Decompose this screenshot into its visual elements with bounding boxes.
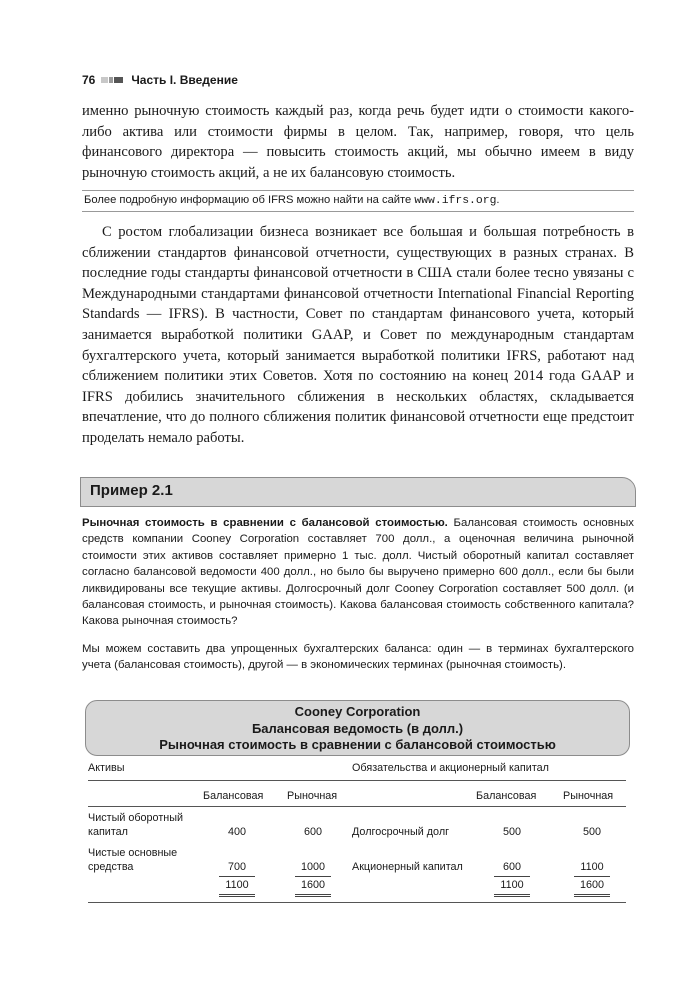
asset-label: Чистые основные средства [88, 847, 178, 873]
chapter-title: Часть I. Введение [131, 73, 238, 87]
assets-col-book: Балансовая [203, 790, 264, 802]
subtotal-rule [574, 876, 610, 877]
table-rule [88, 806, 626, 807]
asset-total-book: 1100 [225, 879, 249, 891]
liability-book-value: 500 [502, 826, 521, 838]
liab-col-market: Рыночная [563, 790, 614, 802]
total-double-rule [574, 894, 610, 897]
example-body: Балансовая стоимость основных средств компании Cooney Corporation составляет 700 долл., а оценочная величина рыночной стоимости этих активов составляет примерно 1 тыс. долл. Чистый оборотный капитал составляет согласно балансовой ведомости 400 долл., но было бы выручено примерно 600 долл., если бы были ликвидированы все текущие активы. Долгосрочный долг Cooney Corporation составляет 500 долл. (и балансовая стоимость, и рыночная стоимость). Какова балансовая стоимость собственного капитала? Какова рыночная стоимость? [82, 517, 634, 628]
liab-col-book: Балансовая [476, 790, 537, 802]
asset-label: Чистый оборотный капитал [88, 812, 184, 838]
paragraph-continuation: именно рыночную стоимость каждый раз, когда речь будет идти о стоимости какого-либо актива или стоимости фирмы в целом. Так, например, говоря, что цель финансового директора — повысить стоимость акций, мы обычно имеем в виду рыночную стоимость акций, а не их балансовую стоимость. [82, 103, 634, 181]
liability-total-market: 1600 [579, 879, 605, 891]
asset-book-value: 700 [227, 861, 246, 873]
asset-market-value: 1000 [300, 861, 326, 873]
asset-book-value: 400 [227, 826, 246, 838]
liabilities-header: Обязательства и акционерный капитал [352, 762, 549, 774]
company-name: Cooney Corporation [294, 704, 421, 719]
liability-book-value: 600 [502, 861, 521, 873]
example-lead: Рыночная стоимость в сравнении с балансовой стоимостью. [82, 517, 448, 529]
table-bottom-rule [88, 902, 626, 903]
liability-label: Акционерный капитал [352, 861, 463, 873]
total-double-rule [494, 894, 530, 897]
balance-sheet-caption: Рыночная стоимость в сравнении с балансовой стоимостью [159, 737, 556, 753]
total-double-rule [295, 894, 331, 897]
assets-col-market: Рыночная [287, 790, 338, 802]
paragraph-globalization: С ростом глобализации бизнеса возникает все большая и большая потребность в сближении стандартов финансовой отчетности, существующих в разных странах. В последние годы стандарты финансовой отчетности в США стали более тесно увязаны с Международными стандартами финансовой отчетности International Financial Reporting Standards — IFRS). В частности, Совет по стандартам финансового учета, который занимается выработкой политики GAAP, и Совет по международным стандартам бухгалтерского учета, который занимается выработкой политики IFRS, работают над сближением политики этих Советов. Хотя по состоянию на конец 2014 года GAAP и IFRS добились значительного сближения в нескольких областях, складывается впечатление, что до полного сближения политик финансовой отчетности еще предстоит проделать немало работы. [82, 224, 634, 446]
liability-label: Долгосрочный долг [352, 826, 450, 838]
subtotal-rule [295, 876, 331, 877]
asset-market-value: 600 [303, 826, 322, 838]
liability-total-book: 1100 [500, 879, 524, 891]
subtotal-rule [219, 876, 255, 877]
example-answer: Мы можем составить два упрощенных бухгалтерских баланса: один — в терминах бухгалтерского учета (балансовая стоимость), другой — в экономических терминах (рыночная стоимость). [82, 643, 634, 672]
example-heading: Пример 2.1 [80, 477, 636, 507]
table-rule [88, 780, 626, 781]
assets-header: Активы [88, 762, 125, 774]
liability-market-value: 1100 [580, 861, 604, 873]
asset-total-market: 1600 [300, 879, 326, 891]
sidenote-text: Более подробную информацию об IFRS можно найти на сайте [84, 194, 415, 206]
sidenote-link[interactable]: www.ifrs.org [414, 195, 497, 207]
balance-sheet-subtitle: Балансовая ведомость (в долл.) [251, 720, 464, 736]
subtotal-rule [494, 876, 530, 877]
page-number: 76 [82, 73, 96, 87]
total-double-rule [219, 894, 255, 897]
sidenote-end: . [496, 194, 500, 206]
liability-market-value: 500 [582, 826, 601, 838]
